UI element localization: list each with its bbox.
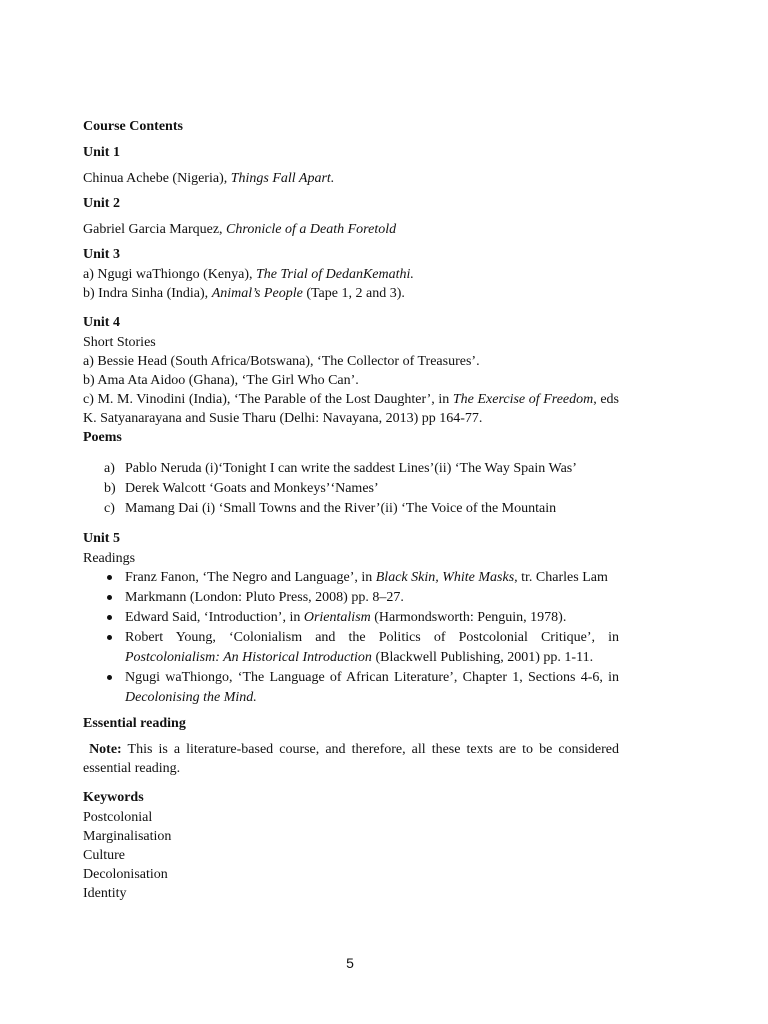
poems-heading: Poems <box>83 430 122 445</box>
reading-text: , tr. Charles Lam <box>514 570 608 585</box>
unit-3-item-text: b) Indra Sinha (India), <box>83 286 212 301</box>
unit-1-author: Chinua Achebe (Nigeria), <box>83 171 231 186</box>
poem-text: Derek Walcott ‘Goats and Monkeys’‘Names’ <box>125 481 379 496</box>
story-c-text: , eds K. Satyanarayana and Susie Tharu (Delhi: Navayana, 2013) pp 164-77. <box>83 392 619 426</box>
poem-item <box>83 499 619 519</box>
unit-3-item-text: a) Ngugi waThiongo (Kenya), <box>83 267 257 282</box>
reading-text: (Harmondsworth: Penguin, 1978). <box>370 610 567 625</box>
keyword-item: Marginalisation <box>83 829 172 844</box>
list-marker: c) <box>104 501 115 516</box>
essential-note <box>83 740 619 778</box>
story-c-work: The Exercise of Freedom <box>452 392 594 407</box>
keyword-item: Identity <box>83 886 127 901</box>
reading-text: Edward Said, ‘Introduction’, in <box>125 610 304 625</box>
unit-2-work: Chronicle of a Death Foretold <box>226 222 397 237</box>
bullet-icon <box>107 635 112 640</box>
list-marker: a) <box>104 461 115 476</box>
note-text: This is a literature-based course, and therefore, all these texts are to be considered essential reading. <box>83 742 620 776</box>
unit-3-heading: Unit 3 <box>83 247 120 262</box>
poem-item <box>83 479 619 499</box>
poems-list <box>83 459 619 519</box>
list-marker: b) <box>104 481 116 496</box>
poem-text: Pablo Neruda (i)‘Tonight I can write the saddest Lines’(ii) ‘The Way Spain Was’ <box>125 461 577 476</box>
unit-3-item <box>83 265 619 284</box>
keyword-item: Culture <box>83 848 125 863</box>
bullet-icon <box>107 675 112 680</box>
reading-work: Black Skin, White Masks <box>375 570 515 585</box>
short-stories-label: Short Stories <box>83 335 156 350</box>
bullet-icon <box>107 615 112 620</box>
unit-3-item-work: The Trial of DedanKemathi. <box>256 267 414 282</box>
reading-text: Robert Young, ‘Colonialism and the Politics of Postcolonial Critique’, in <box>125 630 619 645</box>
unit-4-heading: Unit 4 <box>83 315 120 330</box>
reading-work: Decolonising the Mind. <box>125 690 257 705</box>
reading-item <box>83 668 619 708</box>
note-label: Note: <box>89 742 122 757</box>
page-number: 5 <box>346 955 354 971</box>
keyword-item: Postcolonial <box>83 810 153 825</box>
poem-text: Mamang Dai (i) ‘Small Towns and the River’(ii) ‘The Voice of the Mountain <box>125 501 557 516</box>
reading-item <box>83 628 619 668</box>
unit-2-text <box>83 220 619 239</box>
unit-3-item-work: Animal’s People <box>211 286 303 301</box>
unit-1-text <box>83 169 619 188</box>
story-item: a) Bessie Head (South Africa/Botswana), ‘The Collector of Treasures’. <box>83 354 480 369</box>
reading-item <box>83 608 619 628</box>
unit-5-heading: Unit 5 <box>83 531 120 546</box>
unit-3-item <box>83 284 619 303</box>
readings-list <box>83 568 619 708</box>
reading-text: Ngugi waThiongo, ‘The Language of African Literature’, Chapter 1, Sections 4-6, in <box>125 670 619 685</box>
course-contents-heading: Course Contents <box>83 119 183 134</box>
unit-1-heading: Unit 1 <box>83 145 120 160</box>
reading-text: Franz Fanon, ‘The Negro and Language’, in <box>125 570 376 585</box>
bullet-icon <box>107 575 112 580</box>
story-item: b) Ama Ata Aidoo (Ghana), ‘The Girl Who Can’. <box>83 373 359 388</box>
reading-work: Orientalism <box>303 610 371 625</box>
keyword-item: Decolonisation <box>83 867 168 882</box>
reading-item <box>83 588 619 608</box>
reading-text: (Blackwell Publishing, 2001) pp. 1-11. <box>371 650 594 665</box>
unit-2-heading: Unit 2 <box>83 196 120 211</box>
reading-work: Postcolonialism: An Historical Introduction <box>125 650 372 665</box>
story-c-text: c) M. M. Vinodini (India), ‘The Parable of the Lost Daughter’, in <box>83 392 453 407</box>
poem-item <box>83 459 619 479</box>
bullet-icon <box>107 595 112 600</box>
story-item <box>83 390 619 428</box>
unit-2-author: Gabriel Garcia Marquez, <box>83 222 227 237</box>
unit-3-item-text: (Tape 1, 2 and 3). <box>302 286 405 301</box>
reading-text: Markmann (London: Pluto Press, 2008) pp. 8–27. <box>125 590 404 605</box>
readings-label: Readings <box>83 551 136 566</box>
document-body <box>83 117 619 903</box>
reading-item <box>83 568 619 588</box>
essential-reading-heading: Essential reading <box>83 716 186 731</box>
keywords-heading: Keywords <box>83 790 144 805</box>
unit-1-work: Things Fall Apart. <box>230 171 335 186</box>
